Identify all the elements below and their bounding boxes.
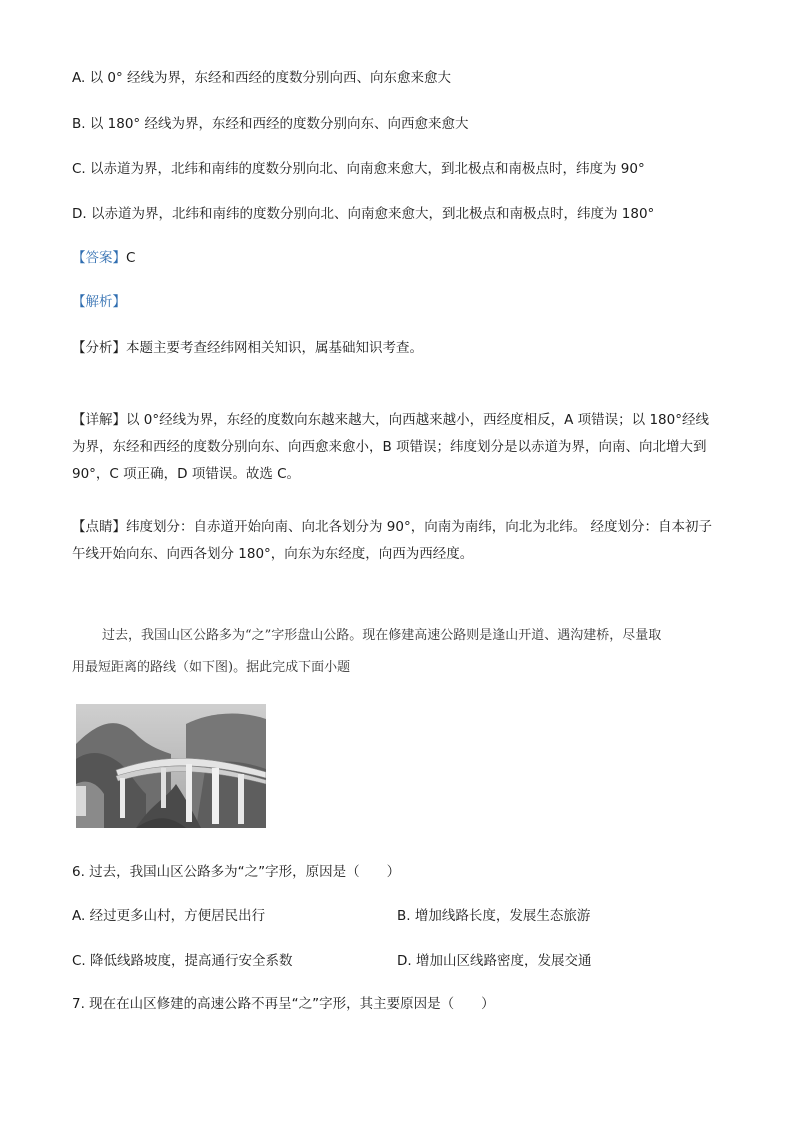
answer-label: 【答案】 [72, 250, 126, 266]
answer-line [72, 246, 135, 266]
answer-value: C [126, 250, 136, 266]
highway-bridge-photo [76, 704, 266, 828]
option-b-prev: B. 以 180° 经线为界，东经和西经的度数分别向东、向西愈来愈大 [72, 116, 469, 132]
material-line-2: 用最短距离的路线（如下图)。据此完成下面小题 [72, 660, 351, 675]
material-line-1: 过去，我国山区公路多为“之”字形盘山公路。现在修建高速公路则是逢山开道、遇沟建桥，尽量取 [102, 628, 662, 643]
question-6-option-d[interactable]: D. 增加山区线路密度，发展交通 [397, 953, 592, 969]
option-c-prev: C. 以赤道为界，北纬和南纬的度数分别向北、向南愈来愈大，到北极点和南极点时，纬度为 90° [72, 161, 645, 177]
fenxi-label: 【分析】 [72, 340, 126, 356]
bridge-illustration [76, 704, 266, 828]
question-7-stem: 7. 现在在山区修建的高速公路不再呈“之”字形，其主要原因是（ ） [72, 996, 495, 1012]
dianjing-paragraph [72, 514, 722, 568]
question-6-option-b[interactable]: B. 增加线路长度，发展生态旅游 [397, 908, 591, 924]
xiangjie-text: 以 0°经线为界，东经的度数向东越来越大，向西越来越小，西经度相反，A 项错误；以 180°经线为界，东经和西经的度数分别向东、向西愈来愈小，B 项错误；纬度划分是以赤道为界，向南、向北增大到 90°，C 项正确，D 项错误。故选 C。 [72, 412, 709, 482]
analysis-line [72, 290, 126, 310]
question-6-stem: 6. 过去，我国山区公路多为“之”字形，原因是（ ） [72, 864, 401, 880]
xiangjie-paragraph [72, 407, 722, 488]
question-6-option-a[interactable]: A. 经过更多山村，方便居民出行 [72, 908, 266, 924]
dianjing-label: 【点睛】 [72, 519, 126, 535]
xiangjie-label: 【详解】 [72, 412, 126, 428]
fenxi-line [72, 336, 423, 356]
dianjing-text: 纬度划分：自赤道开始向南、向北各划分为 90°，向南为南纬，向北为北纬。 经度划分：自本初子午线开始向东、向西各划分 180°，向东为东经度，向西为西经度。 [72, 519, 713, 562]
option-d-prev: D. 以赤道为界，北纬和南纬的度数分别向北、向南愈来愈大，到北极点和南极点时，纬度为 180° [72, 206, 655, 222]
question-6-option-c[interactable]: C. 降低线路坡度，提高通行安全系数 [72, 953, 293, 969]
fenxi-text: 本题主要考查经纬网相关知识，属基础知识考查。 [126, 340, 423, 356]
option-a-prev: A. 以 0° 经线为界，东经和西经的度数分别向西、向东愈来愈大 [72, 70, 452, 86]
analysis-label: 【解析】 [72, 294, 126, 310]
